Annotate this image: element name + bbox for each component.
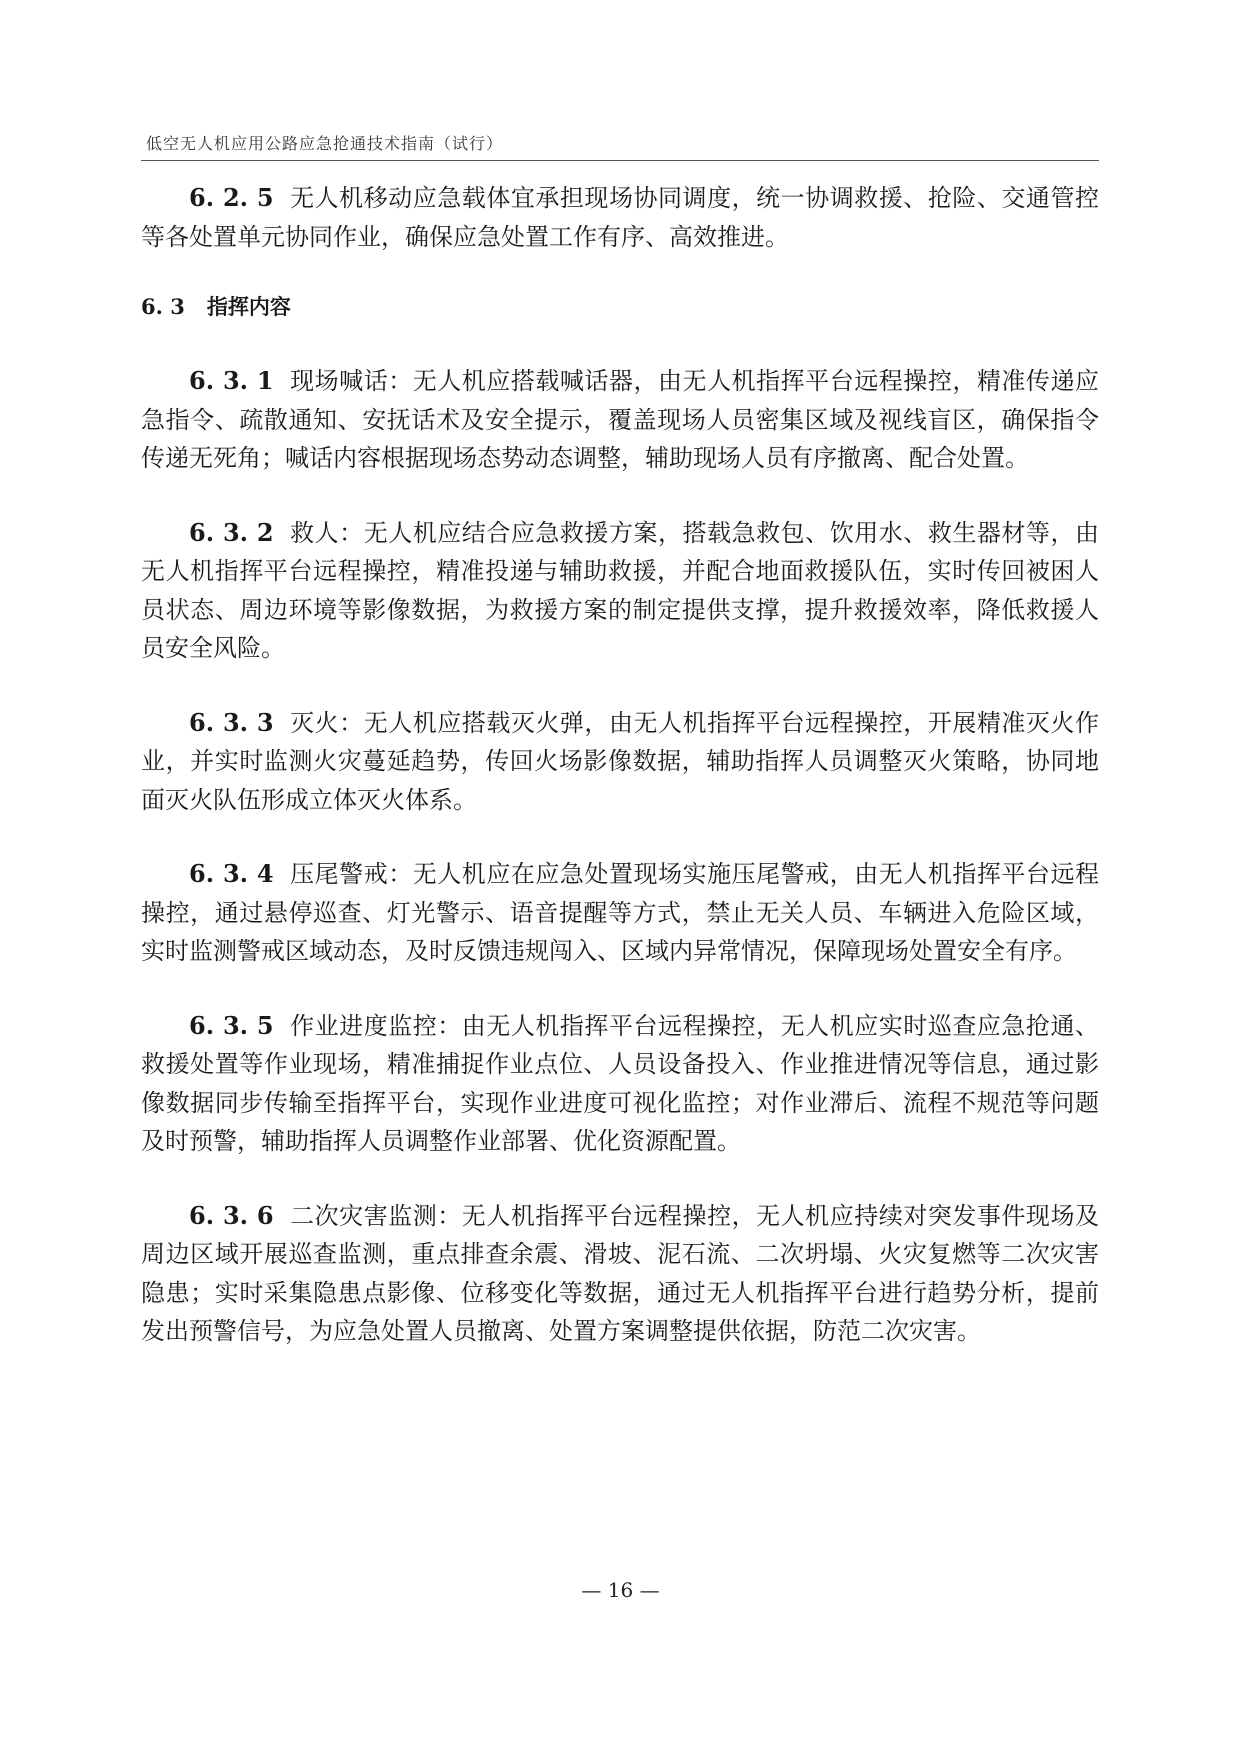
section-number: 6. 3	[141, 294, 185, 319]
section-title: 指挥内容	[206, 295, 291, 319]
paragraph-text: 无人机移动应急载体宜承担现场协同调度，统一协调救援、抢险、交通管控等各处置单元协同作业，确保应急处置工作有序、高效推进。	[141, 184, 1099, 251]
paragraph-text: 救人：无人机应结合应急救援方案，搭载急救包、饮用水、救生器材等，由无人机指挥平台远程操控，精准投递与辅助救援，并配合地面救援队伍，实时传回被困人员状态、周边环境等影像数据，为救援方案的制定提供支撑，提升救援效率，降低救援人员安全风险。	[141, 518, 1099, 662]
paragraph-number: 6. 3. 5	[189, 1010, 274, 1040]
paragraph-text: 灭火：无人机应搭载灭火弹，由无人机指挥平台远程操控，开展精准灭火作业，并实时监测火灾蔓延趋势，传回火场影像数据，辅助指挥人员调整灭火策略，协同地面灭火队伍形成立体灭火体系。	[141, 708, 1099, 814]
paragraph-6-3-3	[141, 704, 1099, 820]
paragraph-number: 6. 3. 6	[189, 1200, 274, 1230]
paragraph-6-3-2	[141, 514, 1099, 668]
page-number: — 16 —	[581, 1578, 660, 1602]
paragraph-text: 现场喊话：无人机应搭载喊话器，由无人机指挥平台远程操控，精准传递应急指令、疏散通知、安抚话术及安全提示，覆盖现场人员密集区域及视线盲区，确保指令传递无死角；喊话内容根据现场态势动态调整，辅助现场人员有序撤离、配合处置。	[141, 367, 1099, 472]
paragraph-number: 6. 3. 3	[189, 707, 274, 737]
paragraph-number: 6. 3. 4	[189, 859, 274, 888]
paragraph-number: 6. 2. 5	[189, 183, 274, 212]
section-heading	[141, 292, 1099, 322]
header-rule	[141, 160, 1099, 161]
paragraph-6-3-6	[141, 1197, 1099, 1351]
paragraph-text: 压尾警戒：无人机应在应急处置现场实施压尾警戒，由无人机指挥平台远程操控，通过悬停巡查、灯光警示、语音提醒等方式，禁止无关人员、车辆进入危险区域，实时监测警戒区域动态，及时反馈违规闯入、区域内异常情况，保障现场处置安全有序。	[141, 860, 1099, 965]
running-header: 低空无人机应用公路应急抢通技术指南（试行）	[146, 134, 504, 153]
paragraph-text: 作业进度监控：由无人机指挥平台远程操控，无人机应实时巡查应急抢通、救援处置等作业现场，精准捕捉作业点位、人员设备投入、作业推进情况等信息，通过影像数据同步传输至指挥平台，实现作业进度可视化监控；对作业滞后、流程不规范等问题及时预警，辅助指挥人员调整作业部署、优化资源配置。	[141, 1011, 1099, 1155]
paragraph-text: 二次灾害监测：无人机指挥平台远程操控，无人机应持续对突发事件现场及周边区域开展巡查监测，重点排查余震、滑坡、泥石流、二次坍塌、火灾复燃等二次灾害隐患；实时采集隐患点影像、位移变化等数据，通过无人机指挥平台进行趋势分析，提前发出预警信号，为应急处置人员撤离、处置方案调整提供依据，防范二次灾害。	[141, 1201, 1099, 1345]
paragraph-6-2-5	[141, 179, 1099, 256]
page-content	[141, 179, 1099, 1387]
paragraph-number: 6. 3. 2	[189, 517, 274, 547]
paragraph-number: 6. 3. 1	[189, 366, 274, 395]
paragraph-6-3-4	[141, 855, 1099, 971]
paragraph-6-3-1	[141, 362, 1099, 478]
paragraph-6-3-5	[141, 1007, 1099, 1161]
